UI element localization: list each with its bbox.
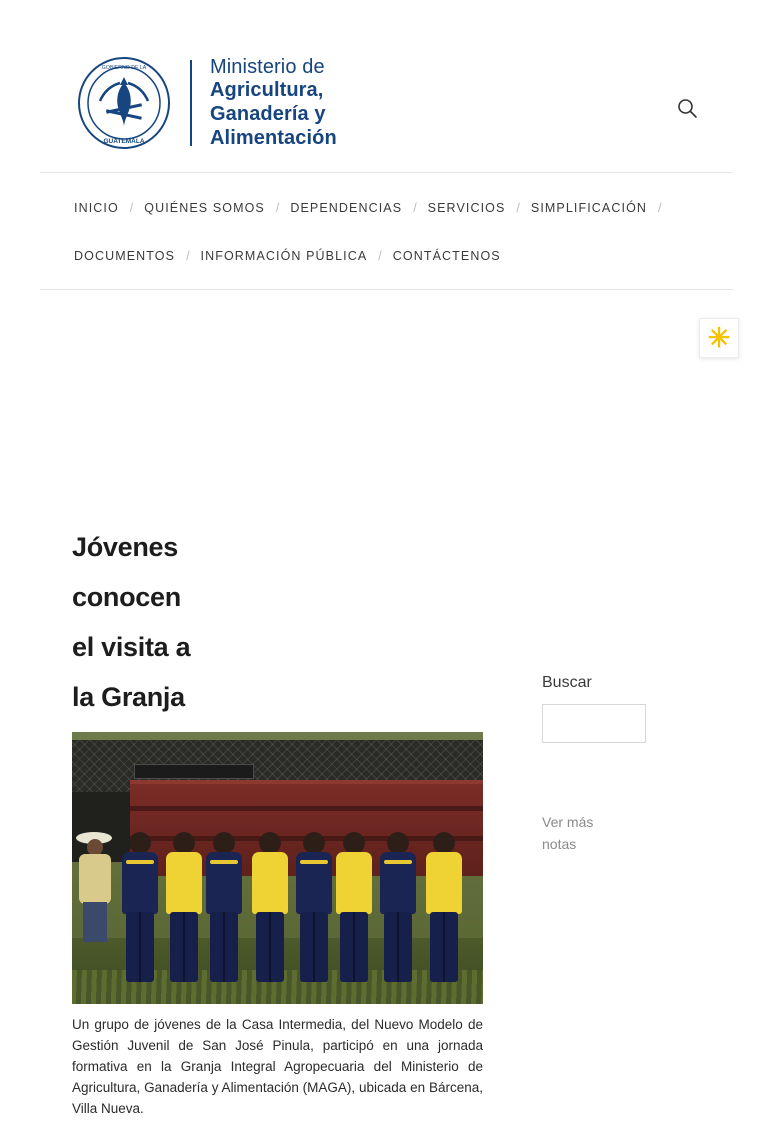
accessibility-widget-button[interactable] <box>699 318 739 358</box>
nav-item-dependencias[interactable]: DEPENDENCIAS <box>290 201 403 215</box>
search-icon[interactable] <box>675 96 699 120</box>
nav-row-2 <box>74 243 674 269</box>
logo-divider <box>190 60 192 146</box>
page-title: Jóvenes conocen el visita a la Granja <box>72 532 191 712</box>
nav-separator: / <box>275 201 280 215</box>
article-image <box>72 732 483 1004</box>
nav-item-contactenos[interactable]: CONTÁCTENOS <box>392 249 501 263</box>
nav-separator: / <box>658 201 662 215</box>
article-body: Un grupo de jóvenes de la Casa Intermedia, del Nuevo Modelo de Gestión Juvenil de San José Pinula, participó en una jornada formativa en la Granja Integral Agropecuaria del Ministerio de Agricultura, Ganadería y Alimentación (MAGA), ubicada en Bárcena, Villa Nueva. <box>72 1017 483 1116</box>
nav-item-quienes-somos[interactable]: QUIÉNES SOMOS <box>144 201 265 215</box>
sidebar-search-heading: Buscar <box>542 674 592 691</box>
nav-separator: / <box>129 201 134 215</box>
ministry-line-2: Agricultura, <box>210 79 324 102</box>
nav-item-informacion-publica[interactable]: INFORMACIÓN PÚBLICA <box>200 249 368 263</box>
nav-row-1 <box>74 195 674 221</box>
main-navigation <box>40 172 733 290</box>
guatemala-seal-icon <box>76 55 172 151</box>
nav-separator: / <box>516 201 520 215</box>
nav-separator: / <box>186 249 190 263</box>
svg-text:GUATEMALA: GUATEMALA <box>103 138 145 145</box>
nav-item-servicios[interactable]: SERVICIOS <box>427 201 506 215</box>
asterisk-icon: ✳ <box>707 322 731 353</box>
ministry-line-1: Ministerio de <box>210 55 325 78</box>
sidebar <box>542 674 722 855</box>
more-notes-link[interactable]: Ver más notas <box>542 814 594 852</box>
nav-item-inicio[interactable]: INICIO <box>74 201 119 215</box>
ministry-name <box>210 56 337 150</box>
ministry-line-4: Alimentación <box>210 126 337 149</box>
ministry-line-3: Ganadería y <box>210 103 326 125</box>
nav-separator: / <box>413 201 417 215</box>
nav-item-documentos[interactable]: DOCUMENTOS <box>74 249 176 263</box>
nav-separator: / <box>378 249 382 263</box>
site-header <box>0 0 773 172</box>
nav-item-simplificacion[interactable]: SIMPLIFICACIÓN <box>530 201 648 215</box>
search-input[interactable] <box>542 704 646 743</box>
site-logo[interactable] <box>76 55 337 151</box>
article <box>72 522 484 1133</box>
svg-text:GOBIERNO DE LA: GOBIERNO DE LA <box>101 65 147 71</box>
